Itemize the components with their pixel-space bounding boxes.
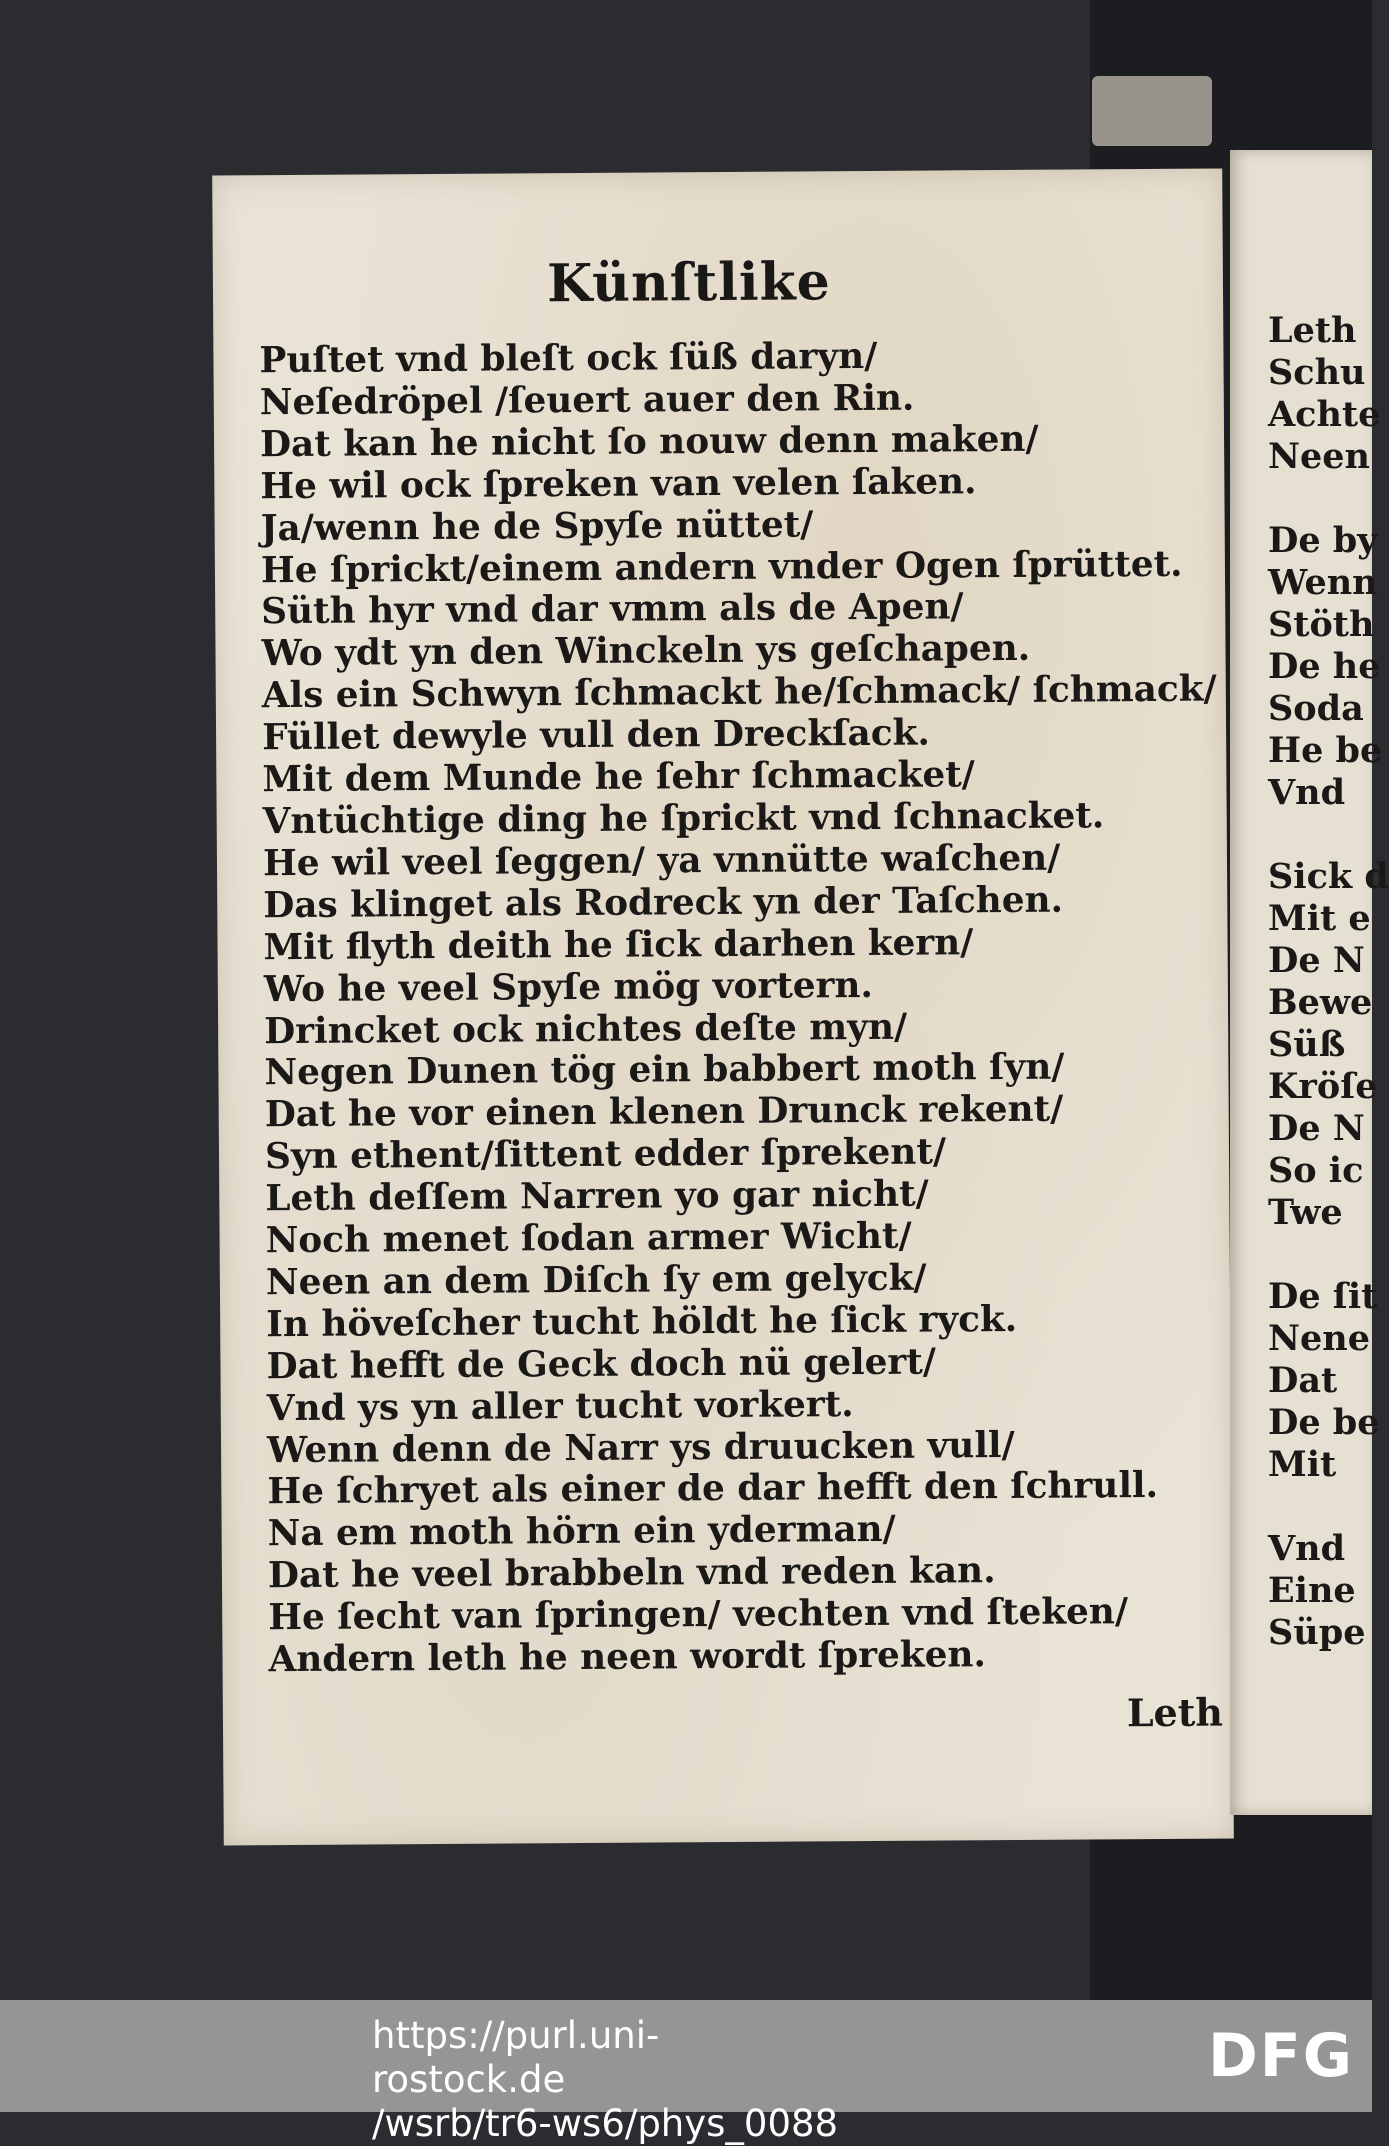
facing-page-line: De N	[1268, 940, 1365, 981]
verse-line: Na em moth hörn ein yderman/	[267, 1508, 896, 1555]
verse-line: Als ein Schwyn ſchmackt he/ſchmack/ ſchmack/	[261, 667, 1217, 717]
facing-page-line: Bewe	[1268, 982, 1373, 1023]
verse-line: Das klinget als Rodreck yn der Taſchen.	[263, 878, 1064, 926]
viewer-footer	[0, 2000, 1372, 2145]
verse-line: He wil veel ſeggen/ ya vnnütte waſchen/	[262, 836, 1061, 885]
facing-page-line: De he	[1268, 646, 1381, 687]
catchword: Leth	[1126, 1689, 1224, 1736]
verse-line: Ja/wenn he de Spyſe nüttet/	[260, 502, 814, 549]
facing-page-line: Mit	[1268, 1444, 1337, 1485]
page-edge-highlight	[1092, 76, 1212, 146]
facing-page-line: Sick d	[1268, 856, 1389, 897]
facing-page-line: Stöth	[1268, 604, 1375, 645]
page-title: Künſtlike	[546, 251, 831, 315]
facing-page-gap	[1268, 1486, 1389, 1528]
verse-line: Mit flyth deith he ſick darhen kern/	[263, 920, 974, 968]
verse-line: Syn ethent/ſittent edder ſprekent/	[264, 1130, 947, 1178]
facing-page-line: Vnd	[1268, 1528, 1346, 1569]
verse-line: Wo he veel Spyſe mög vortern.	[263, 963, 874, 1010]
verse-line: Andern leth he neen wordt ſpreken.	[268, 1633, 987, 1681]
facing-page-line: Nene	[1268, 1318, 1370, 1359]
facing-page-line: Vnd	[1268, 772, 1346, 813]
verse-line: Wo ydt yn den Winckeln ys geſchapen.	[261, 627, 1031, 675]
facing-page-gap	[1268, 814, 1389, 856]
facing-page-line: Dat	[1268, 1360, 1338, 1401]
verse-line: He wil ock ſpreken van velen ſaken.	[260, 459, 977, 507]
verse-line: Puſtet vnd bleſt ock ſüß daryn/	[259, 334, 878, 382]
verse-line: Dat he veel brabbeln vnd reden kan.	[267, 1549, 996, 1597]
verse-line: Negen Dunen tög ein babbert moth ſyn/	[264, 1046, 1065, 1094]
facing-page-line: Achte	[1268, 394, 1381, 435]
permalink-line-2[interactable]: /wsrb/tr6-ws6/phys_0088	[372, 2102, 839, 2145]
verse-line: Dat he vor einen klenen Drunck rekent/	[264, 1087, 1064, 1136]
verse-line: Neen an dem Diſch ſy em gelyck/	[265, 1256, 927, 1304]
facing-page-line: De ſit	[1268, 1276, 1378, 1317]
facing-page-line: So ic	[1268, 1150, 1364, 1191]
facing-page-line: He be	[1268, 730, 1383, 771]
permalink[interactable]	[372, 2014, 852, 2146]
verse-line: He ſecht van ſpringen/ vechten vnd ſteken/	[268, 1590, 1129, 1639]
verse-line: He ſprickt/einem andern vnder Ogen ſprüttet.	[260, 542, 1183, 591]
facing-page-line: Neen	[1268, 436, 1370, 477]
verse-line: Mit dem Munde he ſehr ſchmacket/	[262, 753, 975, 801]
facing-page-line: De N	[1268, 1108, 1365, 1149]
facing-page-line: Wenn	[1268, 562, 1378, 603]
verse-line: In höveſcher tucht höldt he ſick ryck.	[266, 1297, 1018, 1346]
facing-page-line: Süß	[1268, 1024, 1346, 1065]
facing-page-line: Eine	[1268, 1570, 1356, 1611]
verse-line: Noch menet ſodan armer Wicht/	[265, 1214, 912, 1262]
facing-page-line: Kröſe	[1268, 1066, 1378, 1107]
facing-page-line: De by	[1268, 520, 1378, 561]
permalink-line-1[interactable]: https://purl.uni-rostock.de	[372, 2014, 660, 2101]
verse-line: Vnd ys yn aller tucht vorkert.	[266, 1382, 854, 1429]
facing-page-line: Leth	[1268, 310, 1357, 351]
verse-line: Süth hyr vnd dar vmm als de Apen/	[261, 585, 964, 633]
facing-page	[1230, 150, 1389, 1815]
facing-page-line: De be	[1268, 1402, 1380, 1443]
verse-lines	[259, 334, 1217, 1681]
left-page	[212, 168, 1234, 1845]
facing-page-line: Mit e	[1268, 898, 1371, 939]
facing-page-line: Twe	[1268, 1192, 1343, 1233]
facing-page-line: Soda	[1268, 688, 1364, 729]
verse-line: Neſedröpel /ſeuert auer den Rin.	[259, 376, 915, 424]
page-text-block	[259, 249, 1217, 1681]
verse-line: He ſchryet als einer de dar hefft den ſchrull.	[267, 1464, 1159, 1513]
facing-page-gap	[1268, 1234, 1389, 1276]
verse-line: Vntüchtige ding he ſprickt vnd ſchnacket.	[262, 794, 1105, 843]
verse-line: Leth deſſem Narren yo gar nicht/	[265, 1172, 929, 1220]
verse-line: Füllet dewyle vull den Dreckſack.	[261, 711, 930, 759]
verse-line: Dat hefft de Geck doch nü gelert/	[266, 1340, 937, 1387]
dfg-logo: DFG	[1207, 2021, 1354, 2091]
facing-page-line: Schu	[1268, 352, 1366, 393]
verse-line: Wenn denn de Narr ys druucken vull/	[266, 1423, 1015, 1471]
verse-line: Drincket ock nichtes deſte myn/	[264, 1005, 908, 1052]
verse-line: Dat kan he nicht ſo nouw denn maken/	[259, 417, 1039, 466]
facing-page-lines	[1268, 310, 1389, 1654]
facing-page-line: Süpe	[1268, 1612, 1366, 1653]
facing-page-gap	[1268, 478, 1389, 520]
